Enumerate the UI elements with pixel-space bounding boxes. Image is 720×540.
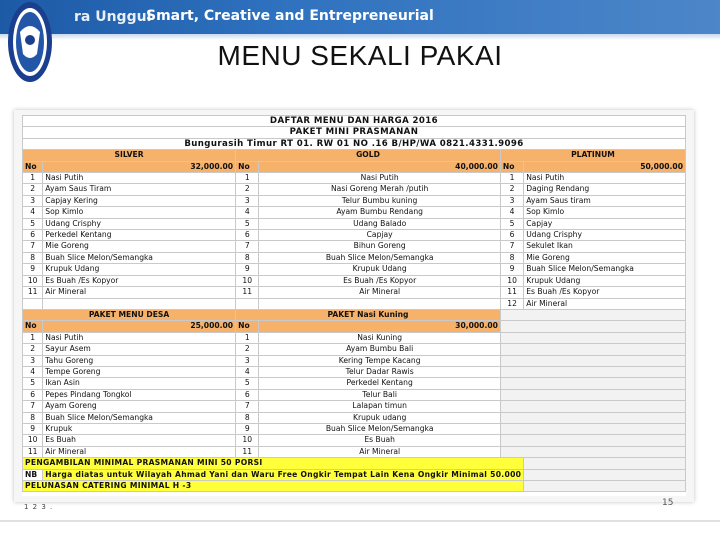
table-cell: 11 bbox=[236, 446, 259, 457]
menu-row bbox=[23, 218, 686, 229]
desa-item: Buah Slice Melon/Semangka bbox=[43, 412, 236, 423]
platinum-item: Krupuk Udang bbox=[524, 275, 686, 286]
nb-label: NB bbox=[23, 469, 43, 480]
silver-item: Ayam Saus Tiram bbox=[43, 184, 236, 195]
package-price-row bbox=[23, 321, 686, 332]
table-cell: 10 bbox=[23, 435, 43, 446]
platinum-item: Sekulet Ikan bbox=[524, 241, 686, 252]
table-cell: 1 bbox=[500, 173, 523, 184]
table-cell: 11 bbox=[500, 287, 523, 298]
table-cell: 2 bbox=[236, 344, 259, 355]
menu-row bbox=[23, 195, 686, 206]
desa-item: Ayam Goreng bbox=[43, 401, 236, 412]
platinum-item: Sop Kimlo bbox=[524, 207, 686, 218]
page-title: MENU SEKALI PAKAI bbox=[217, 40, 503, 71]
platinum-item: Ayam Saus tiram bbox=[524, 195, 686, 206]
silver-item: Udang Crisphy bbox=[43, 218, 236, 229]
tier-price: 40,000.00 bbox=[259, 161, 501, 172]
gold-item: Telur Bumbu kuning bbox=[259, 195, 501, 206]
platinum-item: Mie Goreng bbox=[524, 252, 686, 263]
table-body bbox=[23, 116, 686, 492]
silver-item bbox=[43, 298, 236, 309]
table-cell: 11 bbox=[236, 287, 259, 298]
no-header: No bbox=[236, 321, 259, 332]
table-cell: 3 bbox=[23, 355, 43, 366]
table-cell: 7 bbox=[236, 401, 259, 412]
platinum-item: Udang Crisphy bbox=[524, 230, 686, 241]
table-cell bbox=[500, 344, 685, 355]
package-row bbox=[23, 344, 686, 355]
table-cell: 5 bbox=[23, 218, 43, 229]
platinum-item: Daging Rendang bbox=[524, 184, 686, 195]
menu-row bbox=[23, 252, 686, 263]
table-cell bbox=[500, 378, 685, 389]
tier-name: GOLD bbox=[236, 150, 501, 161]
package-row bbox=[23, 412, 686, 423]
desa-item: Sayur Asem bbox=[43, 344, 236, 355]
no-header: No bbox=[23, 321, 43, 332]
silver-item: Capjay Kering bbox=[43, 195, 236, 206]
table-cell bbox=[500, 435, 685, 446]
table-cell: 2 bbox=[500, 184, 523, 195]
table-cell bbox=[500, 401, 685, 412]
menu-row bbox=[23, 230, 686, 241]
table-cell: 4 bbox=[236, 207, 259, 218]
payment-note: PELUNASAN CATERING MINIMAL H -3 bbox=[23, 481, 524, 492]
table-cell bbox=[236, 298, 259, 309]
table-cell: 11 bbox=[23, 287, 43, 298]
table-cell: 6 bbox=[23, 389, 43, 400]
menu-row bbox=[23, 184, 686, 195]
gold-item: Es Buah /Es Kopyor bbox=[259, 275, 501, 286]
kuning-item: Nasi Kuning bbox=[259, 332, 501, 343]
silver-item: Es Buah /Es Kopyor bbox=[43, 275, 236, 286]
kuning-item: Telur Dadar Rawis bbox=[259, 366, 501, 377]
table-cell: 2 bbox=[236, 184, 259, 195]
kuning-item: Kering Tempe Kacang bbox=[259, 355, 501, 366]
note-row bbox=[23, 458, 686, 469]
table-cell: 3 bbox=[236, 355, 259, 366]
subtitle-row bbox=[23, 127, 686, 138]
table-cell: 11 bbox=[23, 446, 43, 457]
gold-item: Krupuk Udang bbox=[259, 264, 501, 275]
table-cell bbox=[500, 366, 685, 377]
table-cell: 1 bbox=[23, 173, 43, 184]
table-cell: 10 bbox=[236, 435, 259, 446]
desa-item: Nasi Putih bbox=[43, 332, 236, 343]
address-row bbox=[23, 138, 686, 149]
table-cell: 8 bbox=[236, 252, 259, 263]
menu-row bbox=[23, 264, 686, 275]
table-cell: 7 bbox=[236, 241, 259, 252]
table-cell: 4 bbox=[500, 207, 523, 218]
min-order-note: PENGAMBILAN MINIMAL PRASMANAN MINI 50 PORSI bbox=[23, 458, 524, 469]
table-cell: 9 bbox=[236, 423, 259, 434]
table-cell: 5 bbox=[236, 218, 259, 229]
table-cell: 5 bbox=[500, 218, 523, 229]
kuning-item: Es Buah bbox=[259, 435, 501, 446]
table-address: Bungurasih Timur RT 01. RW 01 NO .16 B/HP/WA 0821.4331.9096 bbox=[23, 138, 686, 149]
table-cell: 6 bbox=[236, 389, 259, 400]
kuning-item: Buah Slice Melon/Semangka bbox=[259, 423, 501, 434]
table-cell: 9 bbox=[23, 264, 43, 275]
table-cell: 7 bbox=[23, 401, 43, 412]
package-name: PAKET Nasi Kuning bbox=[236, 309, 501, 320]
brand-name: ra Unggul bbox=[74, 9, 152, 25]
menu-row bbox=[23, 298, 686, 309]
gold-item: Capjay bbox=[259, 230, 501, 241]
table-cell: 2 bbox=[23, 184, 43, 195]
table-cell bbox=[500, 309, 685, 320]
table-cell: 7 bbox=[23, 241, 43, 252]
platinum-item: Air Mineral bbox=[524, 298, 686, 309]
tier-name: SILVER bbox=[23, 150, 236, 161]
note-row bbox=[23, 481, 686, 492]
table-cell: 10 bbox=[236, 275, 259, 286]
table-cell bbox=[500, 321, 685, 332]
menu-price-sheet bbox=[22, 115, 686, 496]
table-cell: 5 bbox=[23, 378, 43, 389]
no-header: No bbox=[23, 161, 43, 172]
package-row bbox=[23, 401, 686, 412]
package-row bbox=[23, 423, 686, 434]
gold-item: Buah Slice Melon/Semangka bbox=[259, 252, 501, 263]
platinum-item: Es Buah /Es Kopyor bbox=[524, 287, 686, 298]
table-cell: 6 bbox=[500, 230, 523, 241]
footer-divider bbox=[0, 520, 720, 522]
gold-item: Udang Balado bbox=[259, 218, 501, 229]
platinum-item: Buah Slice Melon/Semangka bbox=[524, 264, 686, 275]
note-row bbox=[23, 469, 686, 480]
table-cell: 9 bbox=[236, 264, 259, 275]
platinum-item: Capjay bbox=[524, 218, 686, 229]
package-row bbox=[23, 366, 686, 377]
table-cell: 3 bbox=[500, 195, 523, 206]
gold-item: Air Mineral bbox=[259, 287, 501, 298]
table-cell bbox=[500, 412, 685, 423]
package-row bbox=[23, 332, 686, 343]
table-cell bbox=[524, 469, 686, 480]
gold-item bbox=[259, 298, 501, 309]
package-price: 25,000.00 bbox=[43, 321, 236, 332]
table-cell: 2 bbox=[23, 344, 43, 355]
table-subtitle: PAKET MINI PRASMANAN bbox=[23, 127, 686, 138]
kuning-item: Air Mineral bbox=[259, 446, 501, 457]
title-row bbox=[23, 116, 686, 127]
table-cell bbox=[500, 355, 685, 366]
menu-row bbox=[23, 287, 686, 298]
no-header: No bbox=[236, 161, 259, 172]
desa-item: Ikan Asin bbox=[43, 378, 236, 389]
desa-item: Krupuk bbox=[43, 423, 236, 434]
table-cell bbox=[500, 423, 685, 434]
table-cell: 9 bbox=[23, 423, 43, 434]
package-row bbox=[23, 435, 686, 446]
menu-row bbox=[23, 241, 686, 252]
tier-price-row bbox=[23, 161, 686, 172]
silver-item: Perkedel Kentang bbox=[43, 230, 236, 241]
tier-price: 50,000.00 bbox=[524, 161, 686, 172]
table-cell bbox=[500, 389, 685, 400]
table-cell: 1 bbox=[23, 332, 43, 343]
page-number: 15 bbox=[662, 498, 674, 508]
package-row bbox=[23, 355, 686, 366]
table-cell: 10 bbox=[23, 275, 43, 286]
desa-item: Es Buah bbox=[43, 435, 236, 446]
platinum-item: Nasi Putih bbox=[524, 173, 686, 184]
table-cell: 4 bbox=[23, 366, 43, 377]
package-row bbox=[23, 389, 686, 400]
table-cell: 1 bbox=[236, 332, 259, 343]
header-banner bbox=[0, 0, 720, 34]
tagline: Smart, Creative and Entrepreneurial bbox=[146, 8, 434, 24]
silver-item: Krupuk Udang bbox=[43, 264, 236, 275]
silver-item: Sop Kimlo bbox=[43, 207, 236, 218]
package-price: 30,000.00 bbox=[259, 321, 501, 332]
menu-row bbox=[23, 173, 686, 184]
table-cell: 3 bbox=[23, 195, 43, 206]
gold-item: Bihun Goreng bbox=[259, 241, 501, 252]
package-name-row bbox=[23, 309, 686, 320]
table-cell: 8 bbox=[236, 412, 259, 423]
table-cell: 1 bbox=[236, 173, 259, 184]
table-cell bbox=[524, 458, 686, 469]
table-cell: 12 bbox=[500, 298, 523, 309]
table-cell: 3 bbox=[236, 195, 259, 206]
footer-mark: 1 2 3 . bbox=[24, 503, 54, 511]
menu-row bbox=[23, 275, 686, 286]
table-cell: 10 bbox=[500, 275, 523, 286]
kuning-item: Krupuk udang bbox=[259, 412, 501, 423]
table-cell: 8 bbox=[500, 252, 523, 263]
kuning-item: Lalapan timun bbox=[259, 401, 501, 412]
table-cell bbox=[23, 298, 43, 309]
package-name: PAKET MENU DESA bbox=[23, 309, 236, 320]
desa-item: Tempe Goreng bbox=[43, 366, 236, 377]
desa-item: Tahu Goreng bbox=[43, 355, 236, 366]
tier-name-row bbox=[23, 150, 686, 161]
table-cell: 4 bbox=[236, 366, 259, 377]
package-row bbox=[23, 378, 686, 389]
gold-item: Nasi Putih bbox=[259, 173, 501, 184]
kuning-item: Telur Bali bbox=[259, 389, 501, 400]
table-cell: 8 bbox=[23, 412, 43, 423]
table-cell: 6 bbox=[23, 230, 43, 241]
silver-item: Air Mineral bbox=[43, 287, 236, 298]
silver-item: Buah Slice Melon/Semangka bbox=[43, 252, 236, 263]
table-cell: 4 bbox=[23, 207, 43, 218]
menu-price-table bbox=[22, 115, 686, 492]
table-cell: 8 bbox=[23, 252, 43, 263]
table-cell bbox=[500, 332, 685, 343]
nb-text: Harga diatas untuk Wilayah Ahmad Yani dan Waru Free Ongkir Tempat Lain Kena Ongkir Minimal 50.000 bbox=[43, 469, 524, 480]
package-row bbox=[23, 446, 686, 457]
kuning-item: Ayam Bumbu Bali bbox=[259, 344, 501, 355]
gold-item: Nasi Goreng Merah /putih bbox=[259, 184, 501, 195]
silver-item: Nasi Putih bbox=[43, 173, 236, 184]
desa-item: Pepes Pindang Tongkol bbox=[43, 389, 236, 400]
no-header: No bbox=[500, 161, 523, 172]
table-cell bbox=[500, 446, 685, 457]
gold-item: Ayam Bumbu Rendang bbox=[259, 207, 501, 218]
silver-item: Mie Goreng bbox=[43, 241, 236, 252]
menu-row bbox=[23, 207, 686, 218]
tier-name: PLATINUM bbox=[500, 150, 685, 161]
table-cell: 9 bbox=[500, 264, 523, 275]
kuning-item: Perkedel Kentang bbox=[259, 378, 501, 389]
table-cell: 7 bbox=[500, 241, 523, 252]
desa-item: Air Mineral bbox=[43, 446, 236, 457]
table-cell bbox=[524, 481, 686, 492]
tier-price: 32,000.00 bbox=[43, 161, 236, 172]
table-title: DAFTAR MENU DAN HARGA 2016 bbox=[23, 116, 686, 127]
table-cell: 5 bbox=[236, 378, 259, 389]
table-cell: 6 bbox=[236, 230, 259, 241]
